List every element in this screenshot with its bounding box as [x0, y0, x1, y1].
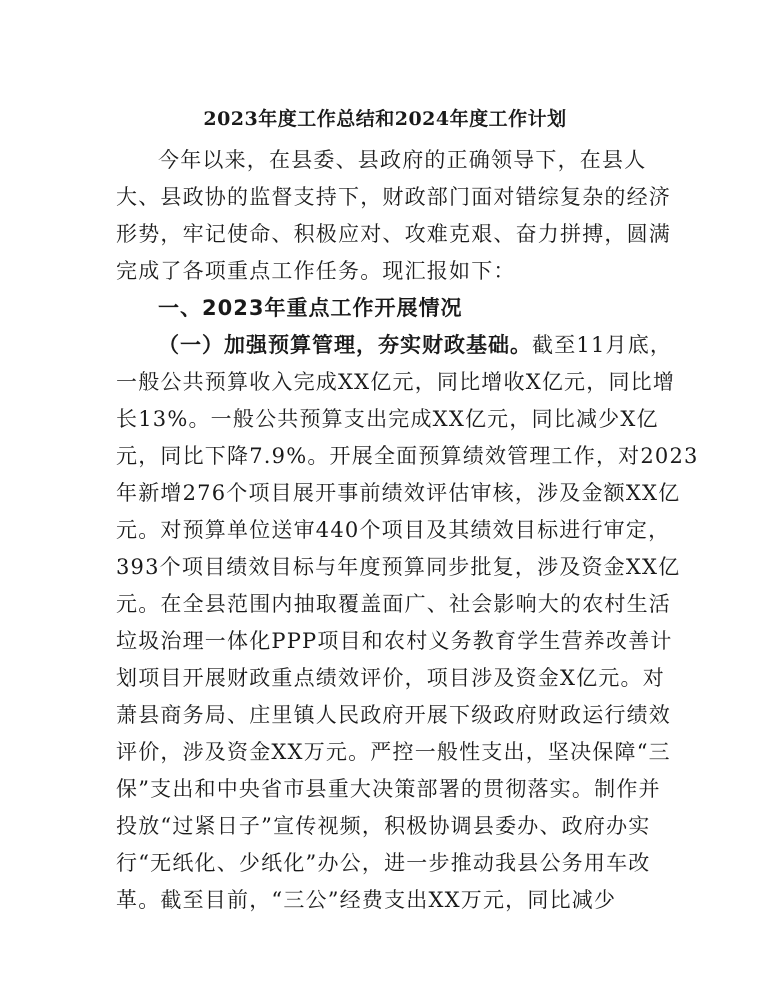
intro-line: 大、县政协的监督支持下，财政部门面对错综复杂的经济: [116, 185, 671, 209]
document-title: 2023年度工作总结和2024年度工作计划: [203, 108, 567, 130]
body-line: 长13%。一般公共预算支出完成XX亿元，同比减少X亿: [116, 407, 659, 431]
body-line: 评价，涉及资金XX万元。严控一般性支出，坚决保障“三: [116, 740, 671, 764]
body-line: 行“无纸化、少纸化”办公，进一步推动我县公务用车改: [116, 851, 651, 875]
body-line: 一般公共预算收入完成XX亿元，同比增收X亿元，同比增: [116, 370, 676, 394]
body-line: 393个项目绩效目标与年度预算同步批复，涉及资金XX亿: [116, 555, 681, 579]
body-line: 垃圾治理一体化PPP项目和农村义务教育学生营养改善计: [116, 629, 673, 653]
body-line: 年新增276个项目展开事前绩效评估审核，涉及金额XX亿: [116, 481, 681, 505]
body-line: 萧县商务局、庄里镇人民政府开展下级政府财政运行绩效: [116, 703, 671, 727]
intro-line: 完成了各项重点工作任务。现汇报如下：: [116, 259, 516, 283]
body-line: 投放“过紧日子”宣传视频，积极协调县委办、政府办实: [116, 814, 651, 838]
body-line: 元，同比下降7.9%。开展全面预算绩效管理工作，对2023: [116, 444, 699, 468]
body-line: 元。对预算单位送审440个项目及其绩效目标进行审定，: [116, 518, 671, 542]
sub-heading-tail: 截至11月底，: [532, 333, 673, 357]
intro-line: 形势，牢记使命、积极应对、攻难克艰、奋力拼搏，圆满: [116, 222, 671, 246]
intro-line: 今年以来，在县委、县政府的正确领导下，在县人: [158, 148, 647, 172]
body-line: 划项目开展财政重点绩效评价，项目涉及资金X亿元。对: [116, 666, 665, 690]
sub-heading-line: [158, 331, 672, 359]
body-line: 保”支出和中央省市县重大决策部署的贯彻落实。制作并: [116, 777, 661, 801]
sub-heading: （一）加强预算管理，夯实财政基础。: [158, 333, 532, 357]
body-line: 元。在全县范围内抽取覆盖面广、社会影响大的农村生活: [116, 592, 671, 616]
section-heading: 一、2023年重点工作开展情况: [158, 296, 463, 320]
body-line: 革。截至目前，“三公”经费支出XX万元，同比减少: [116, 888, 617, 912]
